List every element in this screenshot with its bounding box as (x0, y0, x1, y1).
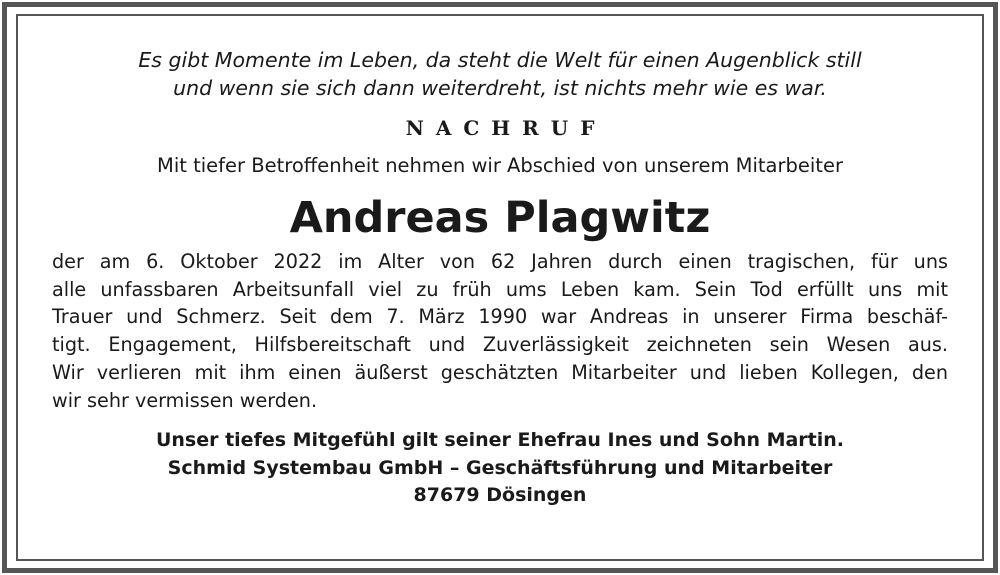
body-line: alle unfassbaren Arbeitsunfall viel zu früh ums Leben kam. Sein Tod erfüllt uns mit (52, 277, 948, 301)
quote-line: und wenn sie sich dann weiterdreht, ist nichts mehr wie es war. (173, 76, 827, 100)
body-line: tigt. Engagement, Hilfsbereitschaft und Zuverlässigkeit zeichneten sein Wesen aus. (52, 333, 948, 357)
opening-quote (52, 46, 948, 102)
obituary-notice (52, 46, 948, 510)
quote-line: Es gibt Momente im Leben, da steht die Welt für einen Augenblick still (138, 48, 862, 72)
notice-heading: NACHRUF (405, 116, 607, 140)
body-line: Trauer und Schmerz. Seit dem 7. März 1990 war Andreas in unserer Firma beschäf- (52, 305, 948, 329)
condolence-line: Unser tiefes Mitgefühl gilt seiner Ehefrau Ines und Sohn Martin. (155, 429, 845, 452)
intro-text: Mit tiefer Betroffenheit nehmen wir Abschied von unserem Mitarbeiter (157, 154, 843, 177)
body-line: Wir verlieren mit ihm einen äußerst geschätzten Mitarbeiter und lieben Kollegen, den (52, 360, 948, 384)
deceased-name: Andreas Plagwitz (289, 193, 711, 243)
company-signature: Schmid Systembau GmbH – Geschäftsführung und Mitarbeiter (167, 456, 833, 479)
company-location: 87679 Dösingen (413, 484, 587, 507)
closing-block (52, 427, 948, 510)
body-line: wir sehr vermissen werden. (52, 388, 318, 412)
body-line: der am 6. Oktober 2022 im Alter von 62 Jahren durch einen tragischen, für uns (52, 250, 948, 273)
obituary-body (52, 248, 948, 414)
